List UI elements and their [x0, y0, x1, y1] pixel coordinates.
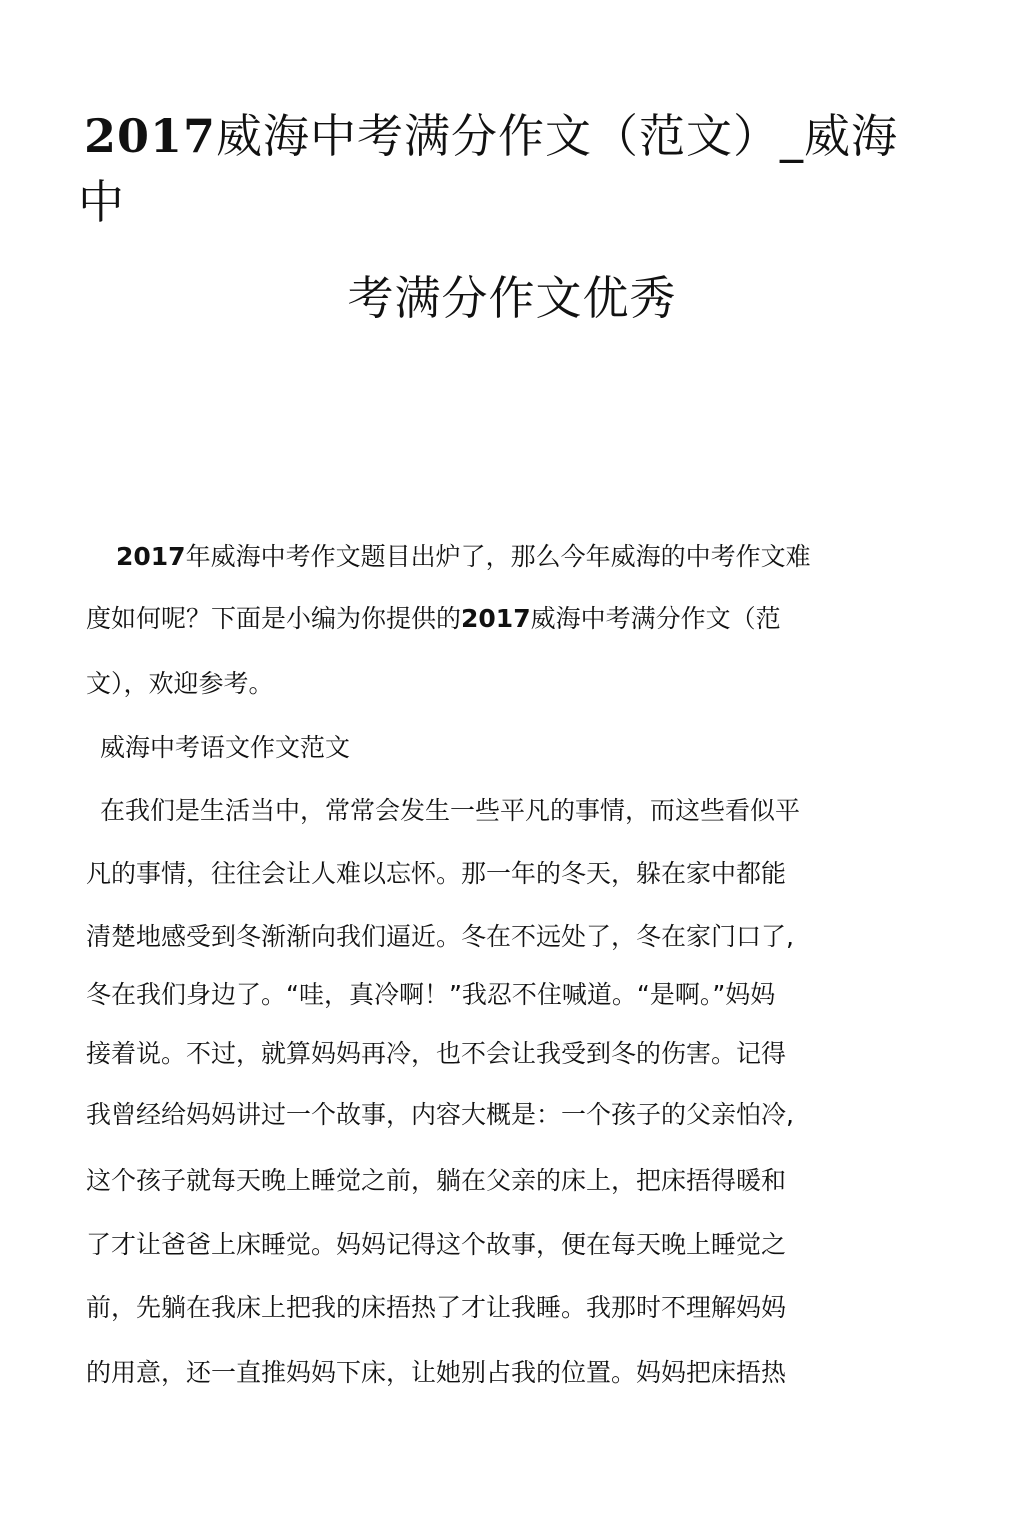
intro-line — [86, 602, 781, 636]
title-text: 威海中考满分作文（范文）_威海 — [216, 109, 899, 163]
section-heading: 威海中考语文作文范文 — [100, 733, 351, 762]
essay-line: 冬在我们身边了。“哇，真冷啊！”我忍不住喊道。“是啊。”妈妈 — [86, 980, 776, 1009]
intro-year: 2017 — [116, 542, 186, 571]
intro-line: 文），欢迎参考。 — [86, 669, 274, 698]
essay-line: 这个孩子就每天晚上睡觉之前，躺在父亲的床上，把床捂得暖和 — [86, 1166, 787, 1195]
essay-line: 接着说。不过，就算妈妈再冷，也不会让我受到冬的伤害。记得 — [86, 1039, 787, 1068]
document-title — [84, 106, 898, 166]
essay-line: 前，先躺在我床上把我的床捂热了才让我睡。我那时不理解妈妈 — [86, 1293, 787, 1322]
intro-text: 度如何呢？下面是小编为你提供的 — [86, 604, 462, 633]
essay-line: 我曾经给妈妈讲过一个故事，内容大概是：一个孩子的父亲怕冷, — [86, 1100, 794, 1129]
title-year: 2017 — [84, 109, 217, 163]
intro-line — [116, 540, 811, 574]
essay-line: 凡的事情，往往会让人难以忘怀。那一年的冬天，躲在家中都能 — [86, 859, 787, 888]
document-subtitle: 考满分作文优秀 — [347, 271, 677, 325]
intro-text: 威海中考满分作文（范 — [530, 604, 781, 633]
essay-line: 的用意，还一直推妈妈下床，让她别占我的位置。妈妈把床捂热 — [86, 1358, 787, 1387]
intro-year: 2017 — [461, 604, 531, 633]
document-title-continuation: 中 — [78, 175, 124, 229]
essay-line: 清楚地感受到冬渐渐向我们逼近。冬在不远处了，冬在家门口了, — [86, 922, 794, 951]
essay-line: 了才让爸爸上床睡觉。妈妈记得这个故事，便在每天晚上睡觉之 — [86, 1230, 787, 1259]
essay-line: 在我们是生活当中，常常会发生一些平凡的事情，而这些看似平 — [100, 796, 801, 825]
intro-text: 年威海中考作文题目出炉了，那么今年威海的中考作文难 — [185, 542, 811, 571]
